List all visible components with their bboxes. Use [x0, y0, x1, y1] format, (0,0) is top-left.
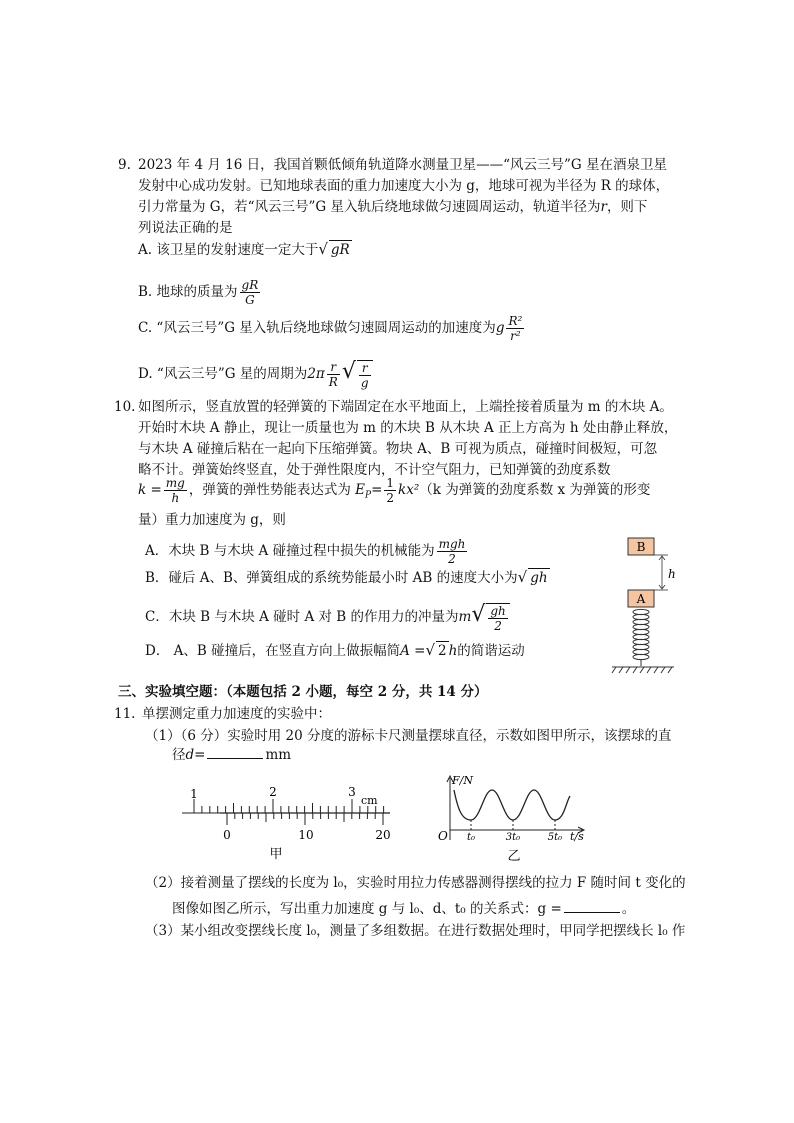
q9-option-b — [138, 272, 262, 312]
main-label-1: 1 — [190, 787, 198, 801]
q10-half-den: 2 — [386, 491, 395, 505]
caliper-vernier-scale — [227, 813, 383, 825]
q11-g-answer-blank[interactable] — [564, 912, 620, 913]
q9-option-c-fraction — [506, 314, 524, 343]
main-label-3: 3 — [348, 785, 356, 799]
q10-option-c-den: 2 — [494, 618, 502, 633]
sqrt-icon: √ — [471, 602, 486, 627]
q9-option-c-g: g — [495, 320, 505, 336]
q10-option-b — [145, 568, 550, 587]
q11-part2-line2 — [172, 900, 635, 918]
q9-option-d — [138, 352, 375, 394]
q10-option-c-num: gh — [490, 603, 506, 618]
q10-option-a-num: mgh — [438, 537, 466, 551]
q10-line-3: 与木块 A 碰撞后粘在一起向下压缩弹簧。物块 A、B 可视为质点，碰撞时间极短，可忽 — [138, 441, 658, 457]
q11-part2-line1: （2）接着测量了摆线的长度为 l₀，实验时用拉力传感器测得摆线的拉力 F 随时间 t 变化的 — [145, 875, 686, 891]
spring-icon — [633, 609, 649, 666]
q10-kx2: kx² — [398, 482, 420, 498]
q9-option-d-num: r — [327, 360, 340, 375]
q10-option-c-fraction — [486, 603, 509, 633]
force-curve — [454, 790, 570, 820]
q9-option-a-radicand: gR — [330, 242, 350, 258]
vernier-label-0: 0 — [223, 828, 231, 842]
main-label-2: 2 — [269, 785, 277, 799]
ground-icon — [612, 667, 674, 673]
q9-line-3 — [138, 198, 647, 216]
q9-option-d-rden: g — [360, 375, 369, 390]
q10-line-5 — [138, 470, 650, 516]
q10-line-6: 量）重力加速度为 g，则 — [138, 512, 286, 528]
q10-option-a-den: 2 — [448, 552, 456, 566]
q11-part1-unit: mm — [265, 747, 292, 763]
q9-option-d-sqrt-fraction — [357, 360, 373, 390]
q10-half-fraction — [384, 476, 396, 505]
q10-k-eq: k = — [138, 482, 162, 498]
tick-t0: t₀ — [466, 832, 476, 843]
block-a-label: A — [636, 592, 646, 606]
force-time-graph — [432, 772, 592, 864]
origin-label: O — [438, 829, 448, 843]
q9-orbit-radius: r — [600, 199, 607, 215]
q9-option-a-text: A. 该卫星的发射速度一定大于 — [138, 242, 319, 258]
sqrt-icon: √ — [517, 568, 528, 586]
q10-line-5b: ，弹簧的弹性势能表达式为 — [188, 482, 351, 498]
q9-option-d-rnum: r — [359, 361, 371, 376]
q11-number: 11. — [114, 706, 136, 722]
q9-option-c-text: C. “风云三号”G 星入轨后绕地球做匀速圆周运动的加速度为 — [138, 320, 496, 336]
q10-half-num: 1 — [386, 476, 395, 490]
tick-3t0: 3t₀ — [505, 832, 521, 843]
q10-option-a-fraction — [437, 537, 468, 566]
q9-option-c-den: r² — [510, 329, 521, 343]
q10-option-b-radicand: gh — [530, 570, 548, 586]
q11-part2-end: 。 — [621, 901, 636, 917]
sqrt-icon: √ — [341, 359, 356, 384]
q9-option-b-text: B. 地球的质量为 — [138, 284, 238, 300]
q10-line-5c: （k 为弹簧的劲度系数 x 为弹簧的形变 — [419, 482, 651, 498]
q9-option-c-num: R² — [508, 314, 523, 328]
vernier-label-10: 10 — [298, 828, 314, 842]
q9-line-3a: 引力常量为 G，若“风云三号”G 星入轨后绕地球做匀速圆周运动，轨道半径为 — [138, 199, 601, 215]
q9-option-d-2pi: 2π — [307, 366, 325, 382]
q10-line-1: 如图所示，竖直放置的轻弹簧的下端固定在水平地面上，上端拴接着质量为 m 的木块 A。 — [138, 399, 673, 415]
q11-diameter-answer-blank[interactable] — [207, 758, 263, 759]
q9-number: 9. — [118, 157, 131, 173]
q10-k-den: h — [171, 491, 180, 505]
x-axis-label: t/s — [570, 830, 584, 843]
q9-line-1: 2023 年 4 月 16 日，我国首颗低倾角轨道降水测量卫星——“风云三号”G 星在酒泉卫星 — [138, 157, 667, 173]
q9-line-3c: ，则下 — [606, 199, 648, 215]
q10-option-d-tail: 的简谐运动 — [457, 643, 525, 659]
q9-option-b-num: gR — [241, 278, 259, 292]
q9-line-2: 发射中心成功发射。已知地球表面的重力加速度大小为 g，地球可视为半径为 R 的球体， — [138, 178, 670, 194]
q10-number: 10. — [114, 399, 136, 415]
q11-part1-d: d — [185, 747, 195, 763]
q10-option-d — [145, 641, 525, 660]
q9-option-d-fraction — [327, 360, 340, 389]
q10-ep: E — [355, 482, 366, 498]
unit-label: cm — [361, 794, 378, 807]
q10-option-a — [145, 532, 469, 570]
q10-option-a-text: A．木块 B 与木块 A 碰撞过程中损失的机械能为 — [145, 543, 435, 559]
q10-line-2: 开始时木块 A 静止，现让一质量也为 m 的木块 B 从木块 A 正上方高为 h 处由静止释放， — [138, 420, 678, 436]
q9-option-b-den: G — [245, 293, 255, 307]
h-label: h — [668, 567, 676, 581]
q10-option-c-text: C．木块 B 与木块 A 碰时 A 对 B 的作用力的冲量为 — [145, 609, 459, 625]
q9-option-c — [138, 308, 526, 348]
q10-line-4: 略不计。弹簧始终竖直，处于弹性限度内，不计空气阻力，已知弹簧的劲度系数 — [138, 462, 611, 478]
sqrt-icon: √ — [425, 641, 435, 659]
y-axis-label: F/N — [452, 774, 473, 787]
vernier-label-20: 20 — [375, 828, 391, 842]
q10-option-c-m: m — [458, 609, 472, 625]
tick-5t0: 5t₀ — [547, 832, 563, 843]
q10-option-d-A: A = — [400, 643, 426, 659]
q10-option-d-h: h — [448, 643, 458, 659]
q9-option-a — [138, 240, 352, 259]
q10-k-fraction — [164, 476, 187, 505]
q10-ep-sub: P — [365, 490, 372, 501]
q11-part1-line2 — [172, 746, 291, 764]
caliper-main-scale — [194, 799, 384, 813]
q10-k-num: mg — [165, 476, 185, 490]
caliper-caption: 甲 — [269, 847, 283, 862]
q9-option-d-text: D. “风云三号”G 星的周期为 — [138, 366, 308, 382]
q10-option-d-radicand: 2 — [438, 643, 447, 659]
q9-line-4: 列说法正确的是 — [138, 220, 233, 236]
q10-ep-eq: = — [371, 482, 383, 498]
q11-part1-eq: = — [194, 747, 206, 763]
q10-option-d-text: D． A、B 碰撞后，在竖直方向上做振幅简 — [145, 643, 401, 659]
caliper-figure — [180, 780, 395, 862]
q9-option-d-den: R — [328, 375, 338, 389]
q11-intro: 单摆测定重力加速度的实验中： — [142, 706, 331, 722]
q11-part1-pre: 径 — [172, 747, 186, 763]
q11-part3-line1: （3）某小组改变摆线长度 l₀，测量了多组数据。在进行数据处理时，甲同学把摆线长 l₀ 作 — [145, 923, 686, 939]
q10-option-b-text: B．碰后 A、B、弹簧组成的系统势能最小时 AB 的速度大小为 — [145, 570, 518, 586]
sqrt-icon: √ — [318, 240, 328, 258]
spring-blocks-figure — [610, 530, 690, 680]
q11-part1-line1: （1）（6 分）实验时用 20 分度的游标卡尺测量摆球直径，示数如图甲所示，该摆球的直 — [145, 728, 672, 744]
q11-part2-text: 图像如图乙所示，写出重力加速度 g 与 l₀、d、t₀ 的关系式：g = — [172, 901, 562, 917]
graph-caption: 乙 — [507, 849, 521, 864]
q9-option-b-fraction — [240, 278, 261, 307]
section-3-title: 三、实验填空题：（本题包括 2 小题，每空 2 分，共 14 分） — [118, 684, 488, 700]
block-b-label: B — [636, 540, 646, 554]
q10-option-c — [145, 594, 512, 638]
